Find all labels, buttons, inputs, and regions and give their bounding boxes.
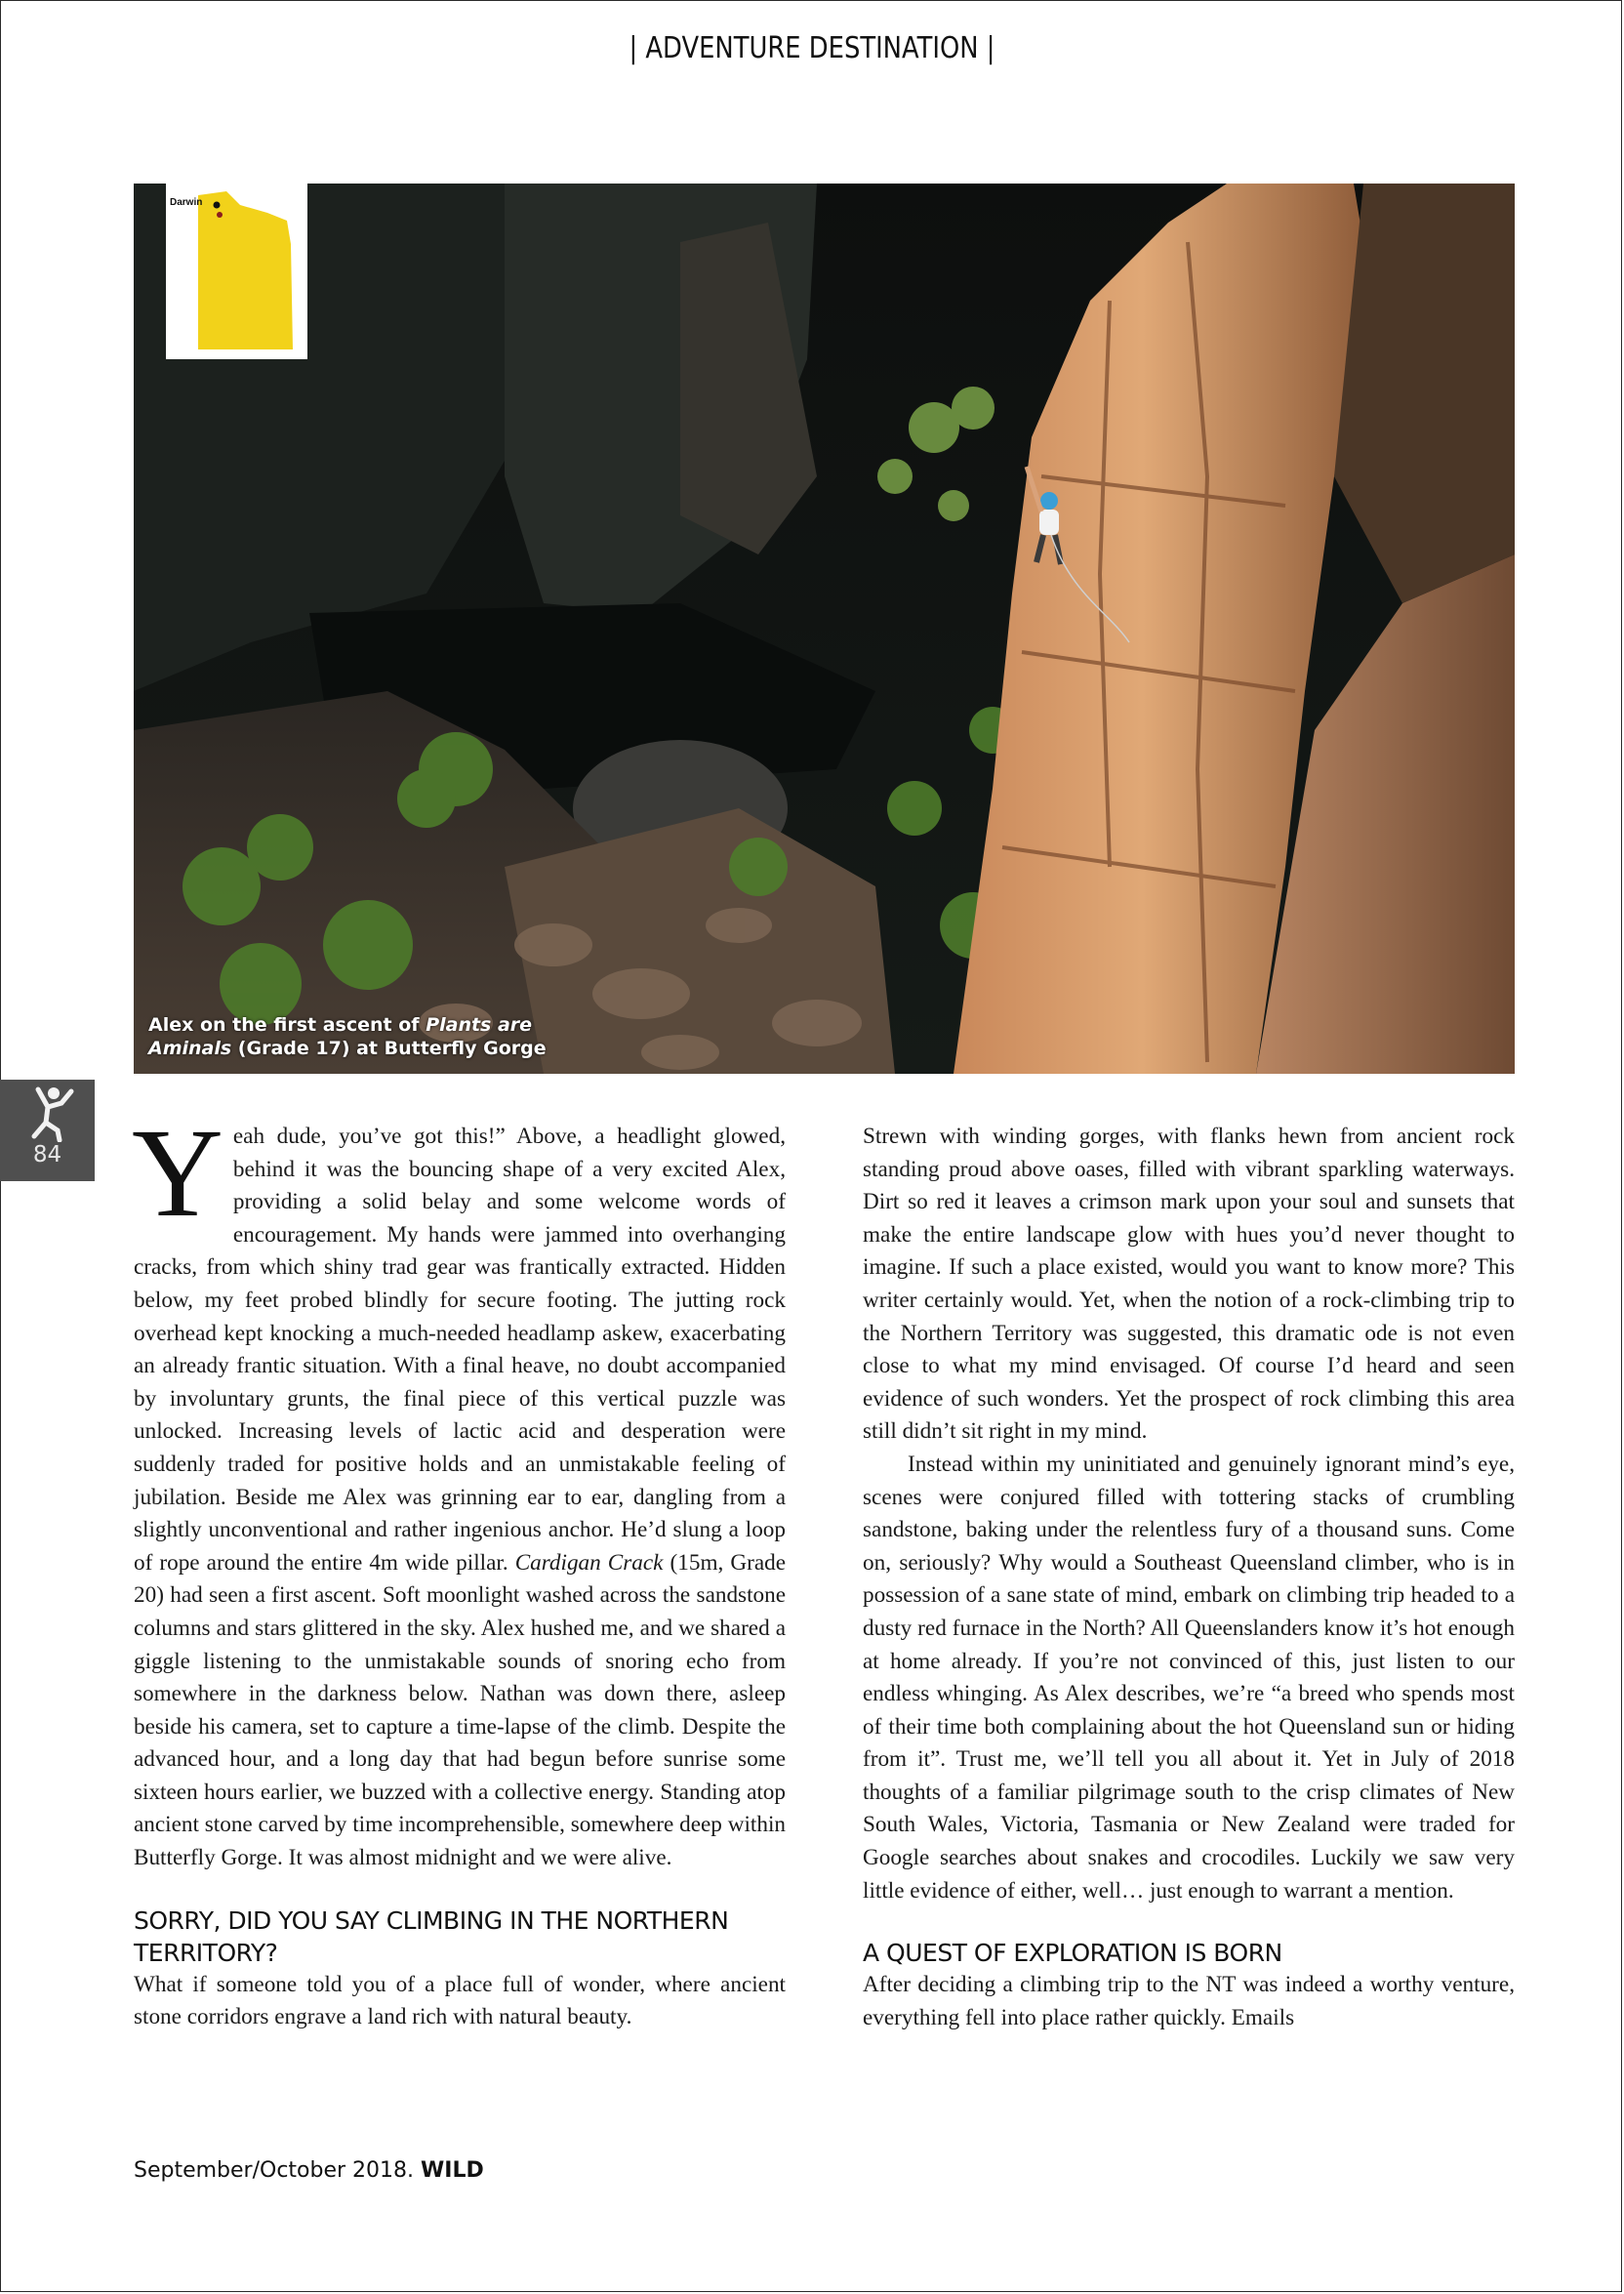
gorge-climbing-photo	[134, 184, 1515, 1074]
page-number-tab	[0, 1080, 95, 1181]
article-paragraph: Instead within my uninitiated and genuinely ignorant mind’s eye, scenes were conjured filled with tottering stacks of crumbling sandstone, baking under the relentless fury of a thousand suns. Come on, seriously? Why would a Southeast Queensland climber, who is in possession of a sane state of mind, embark on climbing trip headed to a dusty red furnace in the North? All Queenslanders know it’s hot enough at home already. If you’re not convinced of this, just listen to our endless whinging. As Alex describes, we’re “a breed who spends most of their time both complaining about the hot Queensland sun or hiding from it”. Trust me, we’ll tell you all about it. Yet in July of 2018 thoughts of a familiar pilgrimage south to the crisp climates of New South Wales, Victoria, Tasmania or New Zealand were traded for Google searches about snakes and crocodiles. Luckily we saw very little evidence of either, well… just enough to warrant a mention.	[863, 1451, 1515, 1904]
map-inset	[166, 184, 307, 359]
footer-issue-date: September/October 2018.	[134, 2158, 422, 2183]
paragraph-text: eah dude, you’ve got this!” Above, a headlight glowed, behind it was the bouncing shape of a very excited Alex, providing a solid belay and some welcome words of encouragement. My hands were jammed into overhanging cracks, from which shiny trad gear was frantically extracted. Hidden below, my feet probed blindly for secure footing. The jutting rock overhead kept knocking a much-needed headlamp askew, exacerbating an already frantic situation. With a final heave, no doubt accompanied by involuntary grunts, the final piece of this vertical puzzle was unlocked. Increasing levels of lactic acid and desperation were suddenly traded for positive holds and an unmistakable feeling of jubilation. Beside me Alex was grinning ear to ear, dangling from a slightly unconventional and rather ingenious anchor. He’d slung a loop of rope around the entire 4m wide pillar.	[134, 1124, 786, 1576]
article-column-left	[132, 1103, 787, 2034]
article-column-right	[863, 1121, 1515, 2034]
page-footer	[134, 2158, 484, 2183]
caption-text-rest: (Grade 17) at Butterfly Gorge	[231, 1038, 547, 1059]
hero-photo	[134, 184, 1515, 1074]
footer-brand: WILD	[421, 2158, 484, 2183]
subheading: A QUEST OF EXPLORATION IS BORN	[863, 1939, 1282, 1968]
article-paragraph	[132, 1103, 787, 1875]
article-paragraph: What if someone told you of a place full of wonder, where ancient stone corridors engrave a land rich with natural beauty.	[134, 1971, 786, 2030]
caption-route-name: Plants are Aminals	[148, 1014, 533, 1059]
map-city-label: Darwin	[170, 197, 203, 208]
caption-text: Alex on the first ascent of	[148, 1014, 426, 1036]
climber-icon	[19, 1086, 77, 1142]
route-name: Cardigan Crack	[514, 1549, 664, 1576]
drop-cap: Y	[132, 1103, 223, 1244]
photo-caption	[148, 1013, 558, 1060]
paragraph-text-rest: (15m, Grade 20) had seen a first ascent. Soft moonlight washed across the sandstone columns and stars glittered in the sky. Alex hushed me, and we shared a giggle listening to the unmistakable sounds of snoring echo from somewhere in the darkness below. Nathan was down there, asleep beside his camera, set to capture a time-lapse of the climb. Despite the advanced hour, and a long day that had begun before sunrise some sixteen hours earlier, we buzzed with a collective energy. Standing atop ancient stone carved by time incomprehensible, somewhere deep within Butterfly Gorge. It was almost midnight and we were alive.	[134, 1549, 787, 1871]
section-header: | ADVENTURE DESTINATION |	[629, 31, 995, 65]
page-number: 84	[32, 1142, 62, 1167]
article-paragraph: After deciding a climbing trip to the NT was indeed a worthy venture, everything fell into place rather quickly. Emails	[863, 1972, 1515, 2030]
subheading: SORRY, DID YOU SAY CLIMBING IN THE NORTHERN TERRITORY?	[134, 1905, 729, 1967]
article-paragraph: Strewn with winding gorges, with flanks hewn from ancient rock standing proud above oases, filled with vibrant sparkling waterways. Dirt so red it leaves a crimson mark upon your soul and sunsets that make the entire landscape glow with hues you’d never thought to imagine. If such a place existed, would you want to know more? This writer certainly would. Yet, when the notion of a rock-climbing trip to the Northern Territory was suggested, this dramatic ode is not even close to what my mind envisaged. Of course I’d heard and seen evidence of such wonders. Yet the prospect of rock climbing this area still didn’t sit right in my mind.	[863, 1124, 1515, 1445]
northern-territory-map	[166, 184, 307, 359]
